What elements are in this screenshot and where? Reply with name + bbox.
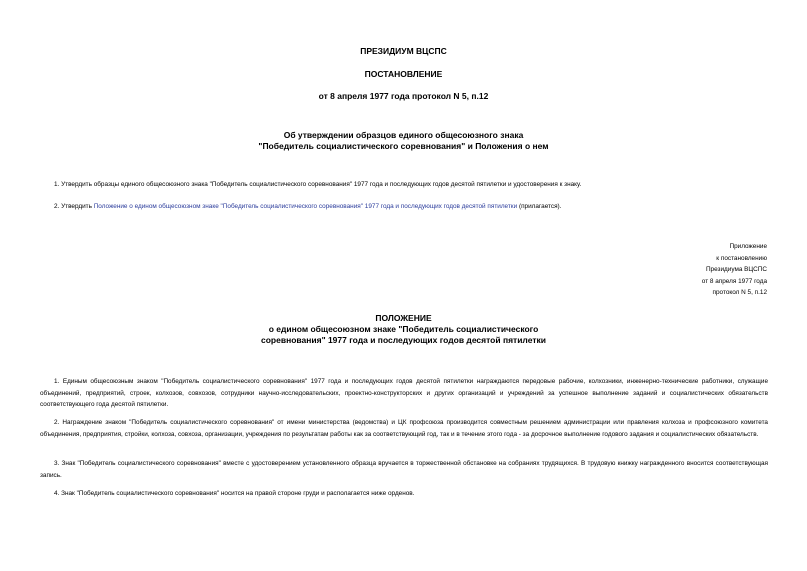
- issuing-body: ПРЕЗИДИУМ ВЦСПС: [360, 46, 447, 56]
- appendix-block: [702, 241, 767, 299]
- item-2-prefix: 2. Утвердить: [54, 203, 94, 210]
- document-title-line-1: Об утверждении образцов единого общесоюзного знака: [283, 130, 524, 140]
- regulation-paragraph-3: 3. Знак "Победитель социалистического соревнования" вместе с удостоверением установленного образца вручается в торжественной обстановке на собраниях трудящихся. В трудовую книжку награжденного вносится соответствующая запись.: [40, 460, 768, 479]
- item-2-suffix: (прилагается).: [517, 203, 562, 210]
- regulation-subheading-2: соревнования" 1977 года и последующих годов десятой пятилетки: [261, 335, 546, 345]
- regulation-paragraph-2: 2. Награждение знаком "Победитель социалистического соревнования" от имени министерства (ведомства) и ЦК профсоюза производится совместным решением администрации или правления колхоза и профсоюзного комитета объединения, предприятия, стройки, колхоза, совхоза, организации, учреждения по результатам работы как за соответствующий год, так и в течение этого года - за досрочное выполнение годового задания и социалистических обязательств.: [40, 419, 768, 438]
- regulation-subheading-1: о едином общесоюзном знаке "Победитель социалистического: [268, 324, 539, 334]
- appendix-line-5: протокол N 5, п.12: [712, 289, 767, 296]
- document-date: от 8 апреля 1977 года протокол N 5, п.12: [318, 91, 489, 101]
- item-2: [54, 201, 561, 213]
- regulation-paragraph-1: 1. Единым общесоюзным знаком "Победитель социалистического соревнования" 1977 года и последующих годов десятой пятилетки награждаются передовые рабочие, колхозники, инженерно-технические работники, служащие объединений, предприятий, строек, колхозов, совхозов, сотрудники научно-исследовательских, проектно-конструкторских и других организаций и учреждений за успешное выполнение заданий и социалистических обязательств соответствующего года десятой пятилетки.: [40, 378, 768, 408]
- document-type: ПОСТАНОВЛЕНИЕ: [364, 69, 443, 79]
- regulation-link[interactable]: Положение о едином общесоюзном знаке "Победитель социалистического соревнования" 1977 года и последующих годов десятой пятилетки: [93, 203, 518, 210]
- appendix-line-1: Приложение: [729, 243, 767, 250]
- regulation-paragraph-4: 4. Знак "Победитель социалистического соревнования" носится на правой стороне груди и располагается ниже орденов.: [54, 490, 415, 497]
- item-1: 1. Утвердить образцы единого общесоюзного знака "Победитель социалистического соревнования" 1977 года и последующих годов десятой пятилетки и удостоверения к знаку.: [54, 181, 582, 188]
- appendix-line-2: к постановлению: [716, 254, 767, 262]
- appendix-line-4: от 8 апреля 1977 года: [701, 277, 767, 285]
- appendix-line-3: Президиума ВЦСПС: [705, 266, 767, 273]
- document-title-line-2: "Победитель социалистического соревнования" и Положения о нем: [258, 141, 549, 151]
- regulation-heading: ПОЛОЖЕНИЕ: [375, 313, 432, 323]
